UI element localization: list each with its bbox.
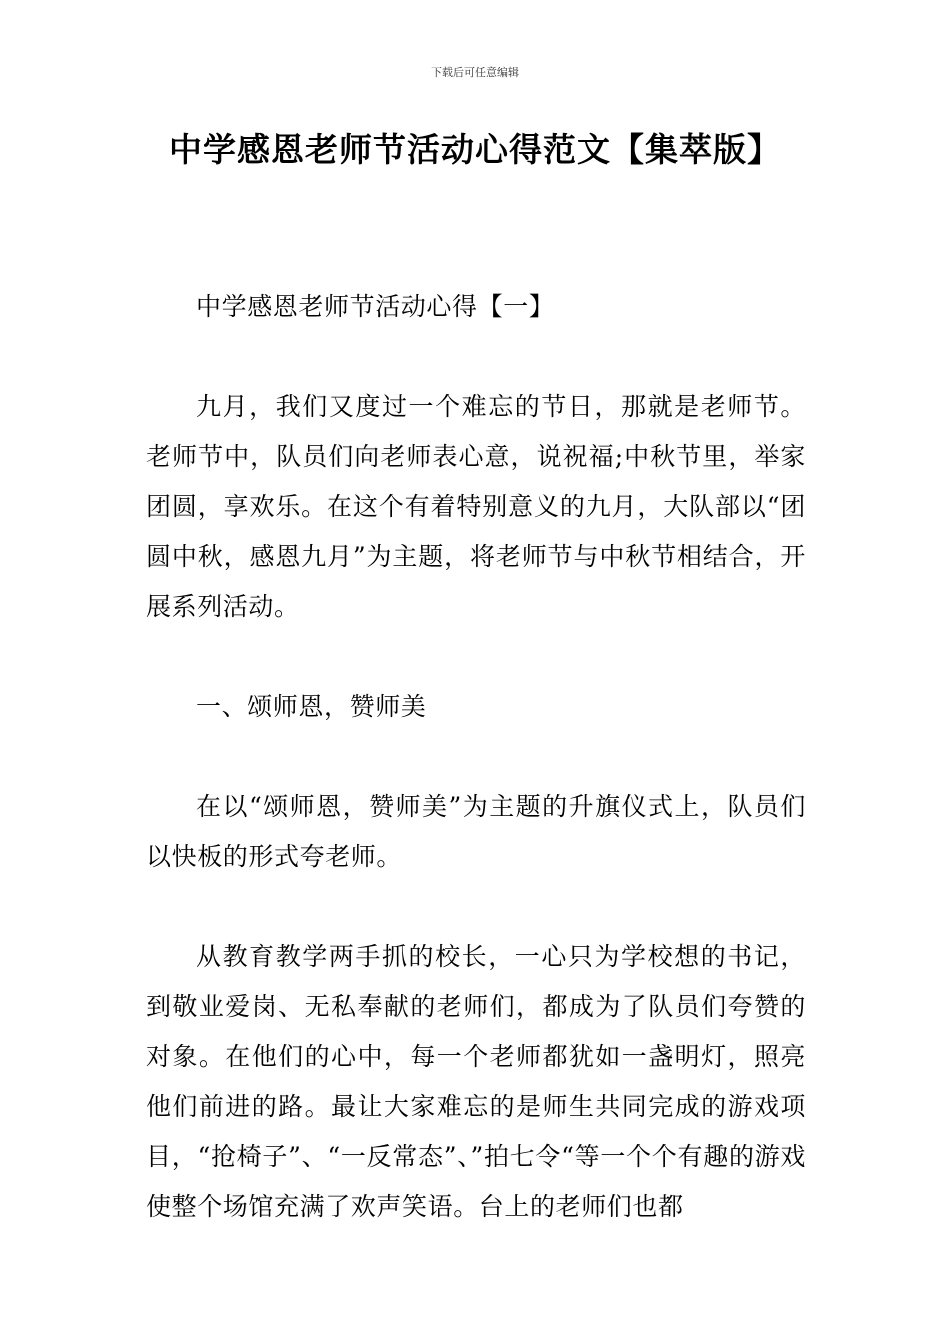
subsection-heading: 一、颂师恩，赞师美 bbox=[196, 692, 427, 721]
document-body bbox=[146, 282, 806, 1232]
body-paragraph: 在以“颂师恩，赞师美”为主题的升旗仪式上，队员们以快板的形式夸老师。 bbox=[146, 792, 806, 871]
header-note: 下载后可任意编辑 bbox=[431, 66, 519, 79]
section-heading: 中学感恩老师节活动心得【一】 bbox=[196, 292, 555, 321]
document-title: 中学感恩老师节活动心得范文【集萃版】 bbox=[169, 130, 781, 169]
body-paragraph: 从教育教学两手抓的校长，一心只为学校想的书记，到敬业爱岗、无私奉献的老师们，都成为了队员们夸赞的对象。在他们的心中，每一个老师都犹如一盏明灯，照亮他们前进的路。最让大家难忘的是师生共同完成的游戏项目，“抢椅子”、“一反常态”、”拍七令“等一个个有趣的游戏使整个场馆充满了欢声笑语。台上的老师们也都 bbox=[146, 942, 806, 1221]
body-paragraph: 九月，我们又度过一个难忘的节日，那就是老师节。老师节中，队员们向老师表心意，说祝福;中秋节里，举家团圆，享欢乐。在这个有着特别意义的九月，大队部以“团圆中秋，感恩九月”为主题，将老师节与中秋节相结合，开展系列活动。 bbox=[146, 392, 806, 621]
